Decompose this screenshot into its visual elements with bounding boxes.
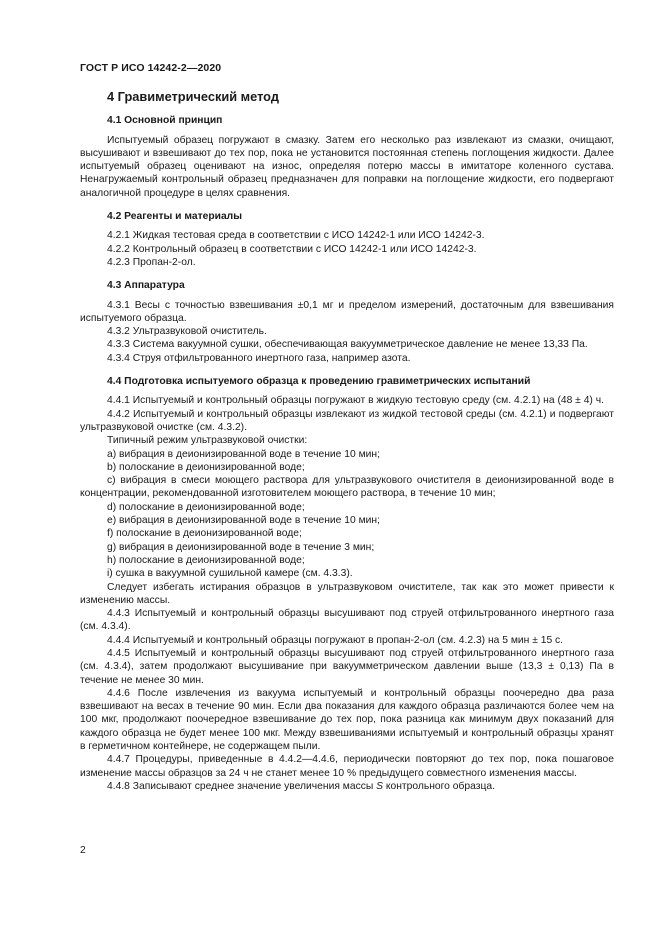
abrasion-note: Следует избегать истирания образцов в ультразвуковом очистителе, так как это может привести к изменению массы.: [80, 581, 614, 606]
document-header: ГОСТ Р ИСО 14242-2—2020: [80, 62, 222, 74]
cleaning-mode-intro: Типичный режим ультразвуковой очистки:: [107, 435, 308, 447]
item-4-4-3: 4.4.3 Испытуемый и контрольный образцы высушивают под струей отфильтрованного инертного газа (см. 4.3.4).: [80, 608, 614, 633]
list-item-i: i) сушка в вакуумной сушильной камере (см. 4.3.3).: [107, 568, 353, 580]
item-4-4-4: 4.4.4 Испытуемый и контрольный образцы погружают в пропан-2-ол (см. 4.2.3) на 5 мин ± 15 с.: [107, 634, 564, 646]
list-item-b: b) полоскание в деионизированной воде;: [107, 461, 305, 473]
subsection-title-4-1: 4.1 Основной принцип: [107, 115, 223, 127]
item-4-2-2: 4.2.2 Контрольный образец в соответствии с ИСО 14242-1 или ИСО 14242-3.: [107, 243, 477, 255]
item-4-4-8: [80, 780, 614, 793]
item-4-4-8-tail: контрольного образца.: [383, 780, 495, 792]
item-4-2-3: 4.2.3 Пропан-2-ол.: [107, 256, 196, 268]
list-item-d: d) полоскание в деионизированной воде;: [107, 501, 305, 513]
mass-variable-s: S: [376, 780, 384, 792]
list-item-a: a) вибрация в деионизированной воде в течение 10 мин;: [107, 448, 380, 460]
item-4-3-4: 4.3.4 Струя отфильтрованного инертного газа, например азота.: [107, 352, 411, 364]
item-4-3-2: 4.3.2 Ультразвуковой очиститель.: [107, 326, 267, 338]
document-body: [80, 90, 614, 793]
item-4-4-7: 4.4.7 Процедуры, приведенные в 4.4.2—4.4.6, периодически повторяют до тех пор, пока пошаговое изменение массы образцов за 24 ч не станет менее 10 % предыдущего совместного изменения массы.: [80, 754, 614, 779]
list-item-f: f) полоскание в деионизированной воде;: [107, 528, 302, 540]
item-4-4-1: 4.4.1 Испытуемый и контрольный образцы погружают в жидкую тестовую среду (см. 4.2.1) на (48 ± 4) ч.: [107, 395, 604, 407]
item-4-4-6: 4.4.6 После извлечения из вакуума испытуемый и контрольный образцы поочередно два раза взвешивают на весах в течение 90 мин. Если два показания для каждого образца различаются более чем на 100 мкг, продолжают поочередное взвешивание до тех пор, пока разница как минимум двух показаний для каждого образца не будет менее 100 мкг. Между взвешиваниями испытуемый и контрольный образцы хранят в герметичном контейнере, не содержащем пыли.: [80, 687, 614, 753]
item-4-2-1: 4.2.1 Жидкая тестовая среда в соответствии с ИСО 14242-1 или ИСО 14242-3.: [107, 230, 485, 242]
subsection-title-4-3: 4.3 Аппаратура: [107, 280, 185, 292]
list-item-g: g) вибрация в деионизированной воде в течение 3 мин;: [107, 541, 375, 553]
subsection-title-4-4: 4.4 Подготовка испытуемого образца к проведению гравиметрических испытаний: [107, 376, 531, 388]
item-4-4-8-text: 4.4.8 Записывают среднее значение увеличения массы: [107, 780, 377, 792]
subsection-title-4-2: 4.2 Реагенты и материалы: [107, 211, 243, 223]
item-4-3-1: 4.3.1 Весы с точностью взвешивания ±0,1 мг и пределом измерений, достаточным для взвешивания испытуемого образца.: [80, 299, 614, 324]
list-item-e: e) вибрация в деионизированной воде в течение 10 мин;: [107, 515, 380, 527]
item-4-4-2: 4.4.2 Испытуемый и контрольный образцы извлекают из жидкой тестовой среды (см. 4.2.1) и подвергают ультразвуковой очистке (см. 4.3.2).: [80, 408, 614, 433]
list-item-h: h) полоскание в деионизированной воде;: [107, 554, 305, 566]
page-number: 2: [80, 845, 86, 856]
paragraph-4-1: Испытуемый образец погружают в смазку. Затем его несколько раз извлекают из смазки, очищают, высушивают и взвешивают до тех пор, пока не установится постоянная степень поглощения жидкости. Далее испытуемый образец оценивают на износ, определяя потерю массы в имитаторе коленного сустава. Ненагружаемый контрольный образец предназначен для поправки на поглощение жидкости, его подвергают аналогичной процедуре в целях сравнения.: [80, 134, 614, 199]
item-4-3-3: 4.3.3 Система вакуумной сушки, обеспечивающая вакуумметрическое давление не менее 13,33 Па.: [107, 339, 588, 351]
item-4-4-5: 4.4.5 Испытуемый и контрольный образцы высушивают под струей отфильтрованного инертного газа (см. 4.3.4), затем продолжают высушивание при вакуумметрическом давлении выше (13,3 ± 0,13) Па в течение не менее 30 мин.: [80, 647, 614, 686]
list-item-c: c) вибрация в смеси моющего раствора для ультразвукового очистителя в деионизированной воде в концентрации, рекомендованной изготовителем моющего раствора, в течение 10 мин;: [80, 475, 614, 500]
section-title: 4 Гравиметрический метод: [107, 89, 279, 104]
